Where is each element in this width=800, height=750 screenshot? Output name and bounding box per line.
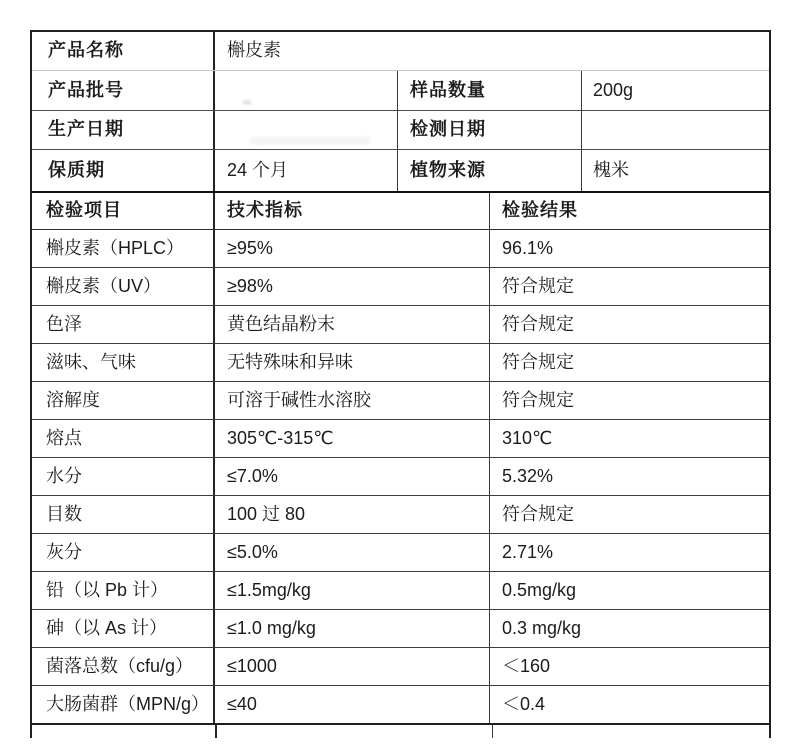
item-cell: 灰分 (32, 534, 215, 571)
spec-cell: 100 过 80 (215, 496, 490, 533)
inspection-row-taste-odor (32, 344, 769, 382)
inspection-row-solubility (32, 382, 769, 420)
result-cell: 96.1% (502, 237, 554, 258)
item-cell: 砷（以 As 计） (32, 610, 215, 647)
item-cell: 槲皮素（UV） (32, 268, 215, 305)
result-cell: 符合规定 (502, 389, 574, 410)
info-row-shelf-life (32, 150, 769, 193)
spec-cell: 无特殊味和异味 (215, 344, 490, 381)
table-continuation-stub (32, 725, 769, 738)
inspection-row-arsenic (32, 610, 769, 648)
item-cell: 大肠菌群（MPN/g） (32, 686, 215, 723)
batch-number-label: 产品批号 (32, 71, 215, 110)
item-cell: 溶解度 (32, 382, 215, 419)
plant-source-value: 槐米 (593, 159, 629, 180)
inspection-row-quercetin-uv (32, 268, 769, 306)
header-item: 检验项目 (32, 193, 215, 229)
spec-cell: 305℃-315℃ (215, 420, 490, 457)
test-date-label: 检测日期 (398, 111, 582, 149)
stub-cell (32, 725, 217, 738)
plant-source-label: 植物来源 (398, 150, 582, 191)
spec-cell: ≤1000 (215, 648, 490, 685)
item-cell: 槲皮素（HPLC） (32, 230, 215, 267)
item-cell: 铅（以 Pb 计） (32, 572, 215, 609)
spec-cell: ≤40 (215, 686, 490, 723)
spec-cell: 黄色结晶粉末 (215, 306, 490, 343)
inspection-header-row (32, 193, 769, 230)
spec-cell: 可溶于碱性水溶胶 (215, 382, 490, 419)
info-row-batch (32, 71, 769, 111)
info-row-product-name (32, 32, 769, 71)
shelf-life-value: 24 个月 (215, 150, 398, 191)
sample-quantity-value: 200g (593, 79, 634, 100)
scan-artifact (250, 138, 370, 144)
result-cell: 2.71% (502, 541, 554, 562)
result-cell: 符合规定 (502, 313, 574, 334)
inspection-row-melting-point (32, 420, 769, 458)
shelf-life-label: 保质期 (32, 150, 215, 191)
stub-cell (493, 725, 769, 738)
item-cell: 水分 (32, 458, 215, 495)
inspection-row-color (32, 306, 769, 344)
item-cell: 目数 (32, 496, 215, 533)
test-date-value (582, 111, 765, 149)
result-cell: ＜0.4 (502, 693, 546, 714)
product-name-label: 产品名称 (32, 32, 215, 70)
spec-cell: ≤5.0% (215, 534, 490, 571)
inspection-row-total-plate-count (32, 648, 769, 686)
inspection-row-coliform (32, 686, 769, 725)
product-info-section (32, 32, 769, 193)
result-cell: 5.32% (502, 465, 554, 486)
production-date-label: 生产日期 (32, 111, 215, 149)
inspection-row-moisture (32, 458, 769, 496)
inspection-section (32, 193, 769, 738)
result-cell: 0.3 mg/kg (502, 617, 582, 638)
spec-cell: ≥98% (215, 268, 490, 305)
spec-cell: ≤7.0% (215, 458, 490, 495)
header-spec: 技术指标 (215, 193, 490, 229)
result-cell: ＜160 (502, 655, 551, 676)
header-result: 检验结果 (502, 200, 578, 221)
spec-cell: ≤1.5mg/kg (215, 572, 490, 609)
item-cell: 色泽 (32, 306, 215, 343)
info-row-dates (32, 111, 769, 150)
stub-cell (217, 725, 493, 738)
result-cell: 310℃ (502, 427, 553, 448)
coa-document-table (30, 30, 771, 738)
sample-quantity-label: 样品数量 (398, 71, 582, 110)
spec-cell: ≤1.0 mg/kg (215, 610, 490, 647)
inspection-row-ash (32, 534, 769, 572)
item-cell: 菌落总数（cfu/g） (32, 648, 215, 685)
result-cell: 符合规定 (502, 351, 574, 372)
item-cell: 滋味、气味 (32, 344, 215, 381)
result-cell: 符合规定 (502, 275, 574, 296)
item-cell: 熔点 (32, 420, 215, 457)
scan-artifact (243, 100, 251, 105)
inspection-row-quercetin-hplc (32, 230, 769, 268)
inspection-row-mesh (32, 496, 769, 534)
inspection-row-lead (32, 572, 769, 610)
result-cell: 符合规定 (502, 503, 574, 524)
result-cell: 0.5mg/kg (502, 579, 577, 600)
product-name-value: 槲皮素 (227, 40, 281, 61)
spec-cell: ≥95% (215, 230, 490, 267)
